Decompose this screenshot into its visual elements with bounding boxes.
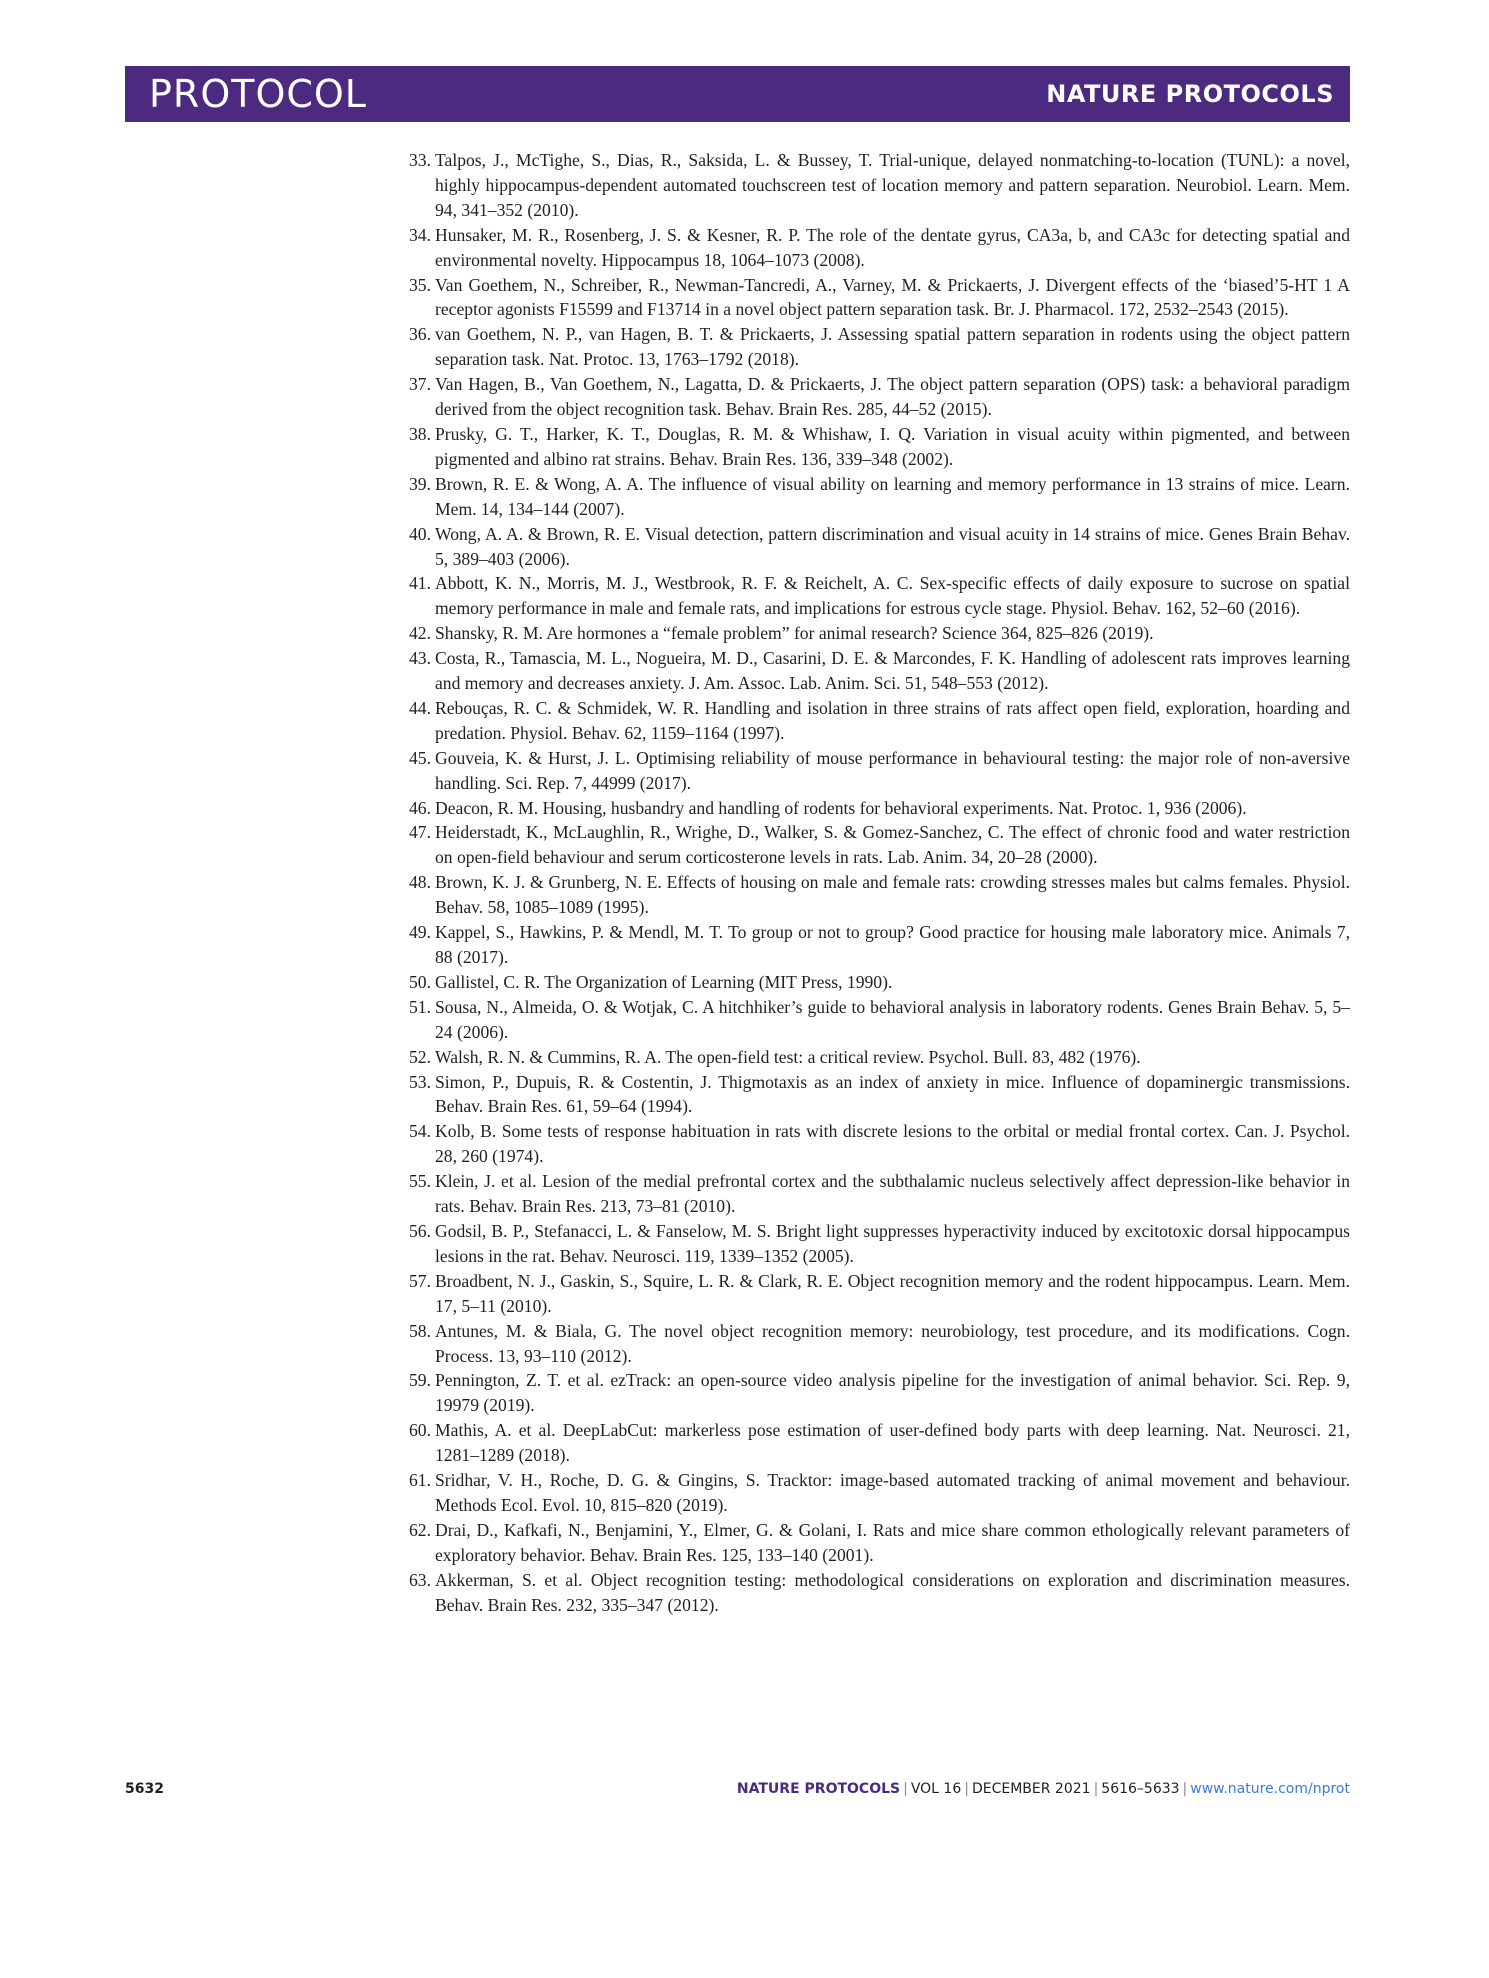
reference-number: 59.	[409, 1370, 431, 1391]
reference-text: van Goethem, N. P., van Hagen, B. T. & Prickaerts, J. Assessing spatial pattern separation in rodents using the object pattern separation task. Nat. Protoc. 13, 1763–1792 (2018).	[435, 324, 1350, 370]
reference-number: 40.	[409, 523, 431, 544]
reference-number: 61.	[409, 1470, 431, 1491]
reference-number: 62.	[409, 1519, 431, 1540]
reference-text: Akkerman, S. et al. Object recognition testing: methodological considerations on exploration and discrimination measures. Behav. Brain Res. 232, 335–347 (2012).	[435, 1569, 1350, 1615]
reference-number: 42.	[409, 623, 431, 644]
reference-text: Sridhar, V. H., Roche, D. G. & Gingins, S. Tracktor: image-based automated tracking of animal movement and behaviour. Methods Ecol. Evol. 10, 815–820 (2019).	[435, 1470, 1350, 1515]
reference-text: Prusky, G. T., Harker, K. T., Douglas, R. M. & Whishaw, I. Q. Variation in visual acuity within pigmented, and between pigmented and albino rat strains. Behav. Brain Res. 136, 339–348 (2002).	[435, 423, 1350, 469]
reference-list	[395, 148, 1350, 1617]
reference-text: Heiderstadt, K., McLaughlin, R., Wrighe, D., Walker, S. & Gomez-Sanchez, C. The effect of chronic food and water restriction on open-field behaviour and serum corticosterone levels in rats. Lab. Anim. 34, 20–28 (2000).	[435, 822, 1350, 868]
reference-number: 58.	[409, 1320, 431, 1341]
reference-text: Brown, K. J. & Grunberg, N. E. Effects of housing on male and female rats: crowding stresses males but calms females. Physiol. Behav. 58, 1085–1089 (1995).	[435, 872, 1350, 918]
footer-separator: |	[1182, 1781, 1188, 1797]
reference-item	[395, 1119, 1350, 1169]
footer-pages: 5616–5633	[1101, 1781, 1180, 1797]
reference-number: 56.	[409, 1220, 431, 1241]
reference-text: Walsh, R. N. & Cummins, R. A. The open-field test: a critical review. Psychol. Bull. 83, 482 (1976).	[435, 1046, 1141, 1067]
reference-number: 54.	[409, 1121, 431, 1142]
reference-number: 57.	[409, 1270, 431, 1291]
footer-separator: |	[964, 1781, 969, 1797]
reference-text: Costa, R., Tamascia, M. L., Nogueira, M. D., Casarini, D. E. & Marcondes, F. K. Handling of adolescent rats improves learning and memory and decreases anxiety. J. Am. Assoc. Lab. Anim. Sci. 51, 548–553 (2012).	[435, 648, 1350, 694]
reference-item	[395, 322, 1350, 372]
reference-item	[395, 223, 1350, 273]
reference-number: 43.	[409, 648, 431, 669]
reference-item	[395, 372, 1350, 422]
reference-number: 48.	[409, 872, 431, 893]
reference-text: Hunsaker, M. R., Rosenberg, J. S. & Kesner, R. P. The role of the dentate gyrus, CA3a, b, and CA3c for detecting spatial and environmental novelty. Hippocampus 18, 1064–1073 (2008).	[435, 224, 1350, 270]
reference-item	[395, 148, 1350, 223]
reference-text: Mathis, A. et al. DeepLabCut: markerless pose estimation of user-defined body parts with deep learning. Nat. Neurosci. 21, 1281–1289 (2018).	[435, 1420, 1350, 1466]
reference-text: Abbott, K. N., Morris, M. J., Westbrook, R. F. & Reichelt, A. C. Sex-specific effects of daily exposure to sucrose on spatial memory performance in male and female rats, and implications for estrous cycle stage. Physiol. Behav. 162, 52–60 (2016).	[435, 573, 1350, 619]
reference-text: Gouveia, K. & Hurst, J. L. Optimising reliability of mouse performance in behavioural testing: the major role of non-aversive handling. Sci. Rep. 7, 44999 (2017).	[435, 747, 1350, 793]
reference-text: Shansky, R. M. Are hormones a “female problem” for animal research? Science 364, 825–826 (2019).	[435, 623, 1154, 644]
reference-item	[395, 1368, 1350, 1418]
reference-item	[395, 995, 1350, 1045]
reference-item	[395, 920, 1350, 970]
reference-text: Brown, R. E. & Wong, A. A. The influence of visual ability on learning and memory performance in 13 strains of mice. Learn. Mem. 14, 134–144 (2007).	[435, 473, 1350, 519]
reference-item	[395, 1219, 1350, 1269]
reference-item	[395, 472, 1350, 522]
reference-number: 53.	[409, 1071, 431, 1092]
reference-text: Antunes, M. & Biala, G. The novel object recognition memory: neurobiology, test procedure, and its modifications. Cogn. Process. 13, 93–110 (2012).	[435, 1320, 1350, 1366]
reference-item	[395, 746, 1350, 796]
footer	[737, 1781, 1350, 1797]
reference-item	[395, 1518, 1350, 1568]
reference-text: Godsil, B. P., Stefanacci, L. & Fanselow, M. S. Bright light suppresses hyperactivity induced by excitotoxic dorsal hippocampus lesions in the rat. Behav. Neurosci. 119, 1339–1352 (2005).	[435, 1220, 1350, 1266]
reference-text: Talpos, J., McTighe, S., Dias, R., Saksida, L. & Bussey, T. Trial-unique, delayed nonmatching-to-location (TUNL): a novel, highly hippocampus-dependent automated touchscreen test of location memory and pattern separation. Neurobiol. Learn. Mem. 94, 341–352 (2010).	[435, 150, 1350, 220]
reference-item	[395, 1045, 1350, 1070]
reference-item	[395, 1269, 1350, 1319]
footer-separator: |	[903, 1781, 908, 1797]
reference-text: Rebouças, R. C. & Schmidek, W. R. Handling and isolation in three strains of rats affect open field, exploration, hoarding and predation. Physiol. Behav. 62, 1159–1164 (1997).	[435, 697, 1350, 743]
reference-text: Kappel, S., Hawkins, P. & Mendl, M. T. To group or not to group? Good practice for housing male laboratory mice. Animals 7, 88 (2017).	[435, 922, 1350, 967]
reference-item	[395, 621, 1350, 646]
reference-item	[395, 1418, 1350, 1468]
reference-item	[395, 696, 1350, 746]
reference-item	[395, 970, 1350, 995]
reference-item	[395, 1568, 1350, 1618]
page-number: 5632	[125, 1781, 164, 1797]
footer-separator: |	[1093, 1781, 1099, 1797]
reference-item	[395, 571, 1350, 621]
reference-number: 36.	[409, 324, 431, 345]
reference-text: Klein, J. et al. Lesion of the medial prefrontal cortex and the subthalamic nucleus selectively affect depression-like behavior in rats. Behav. Brain Res. 213, 73–81 (2010).	[435, 1171, 1350, 1217]
reference-number: 50.	[409, 971, 431, 992]
reference-text: Van Hagen, B., Van Goethem, N., Lagatta, D. & Prickaerts, J. The object pattern separation (OPS) task: a behavioral paradigm derived from the object recognition task. Behav. Brain Res. 285, 44–52 (2015).	[435, 374, 1350, 420]
reference-item	[395, 870, 1350, 920]
footer-date: DECEMBER 2021	[971, 1781, 1091, 1797]
header-bar	[125, 66, 1350, 122]
reference-number: 47.	[409, 822, 431, 843]
footer-journal: NATURE PROTOCOLS	[736, 1781, 901, 1797]
reference-text: Broadbent, N. J., Gaskin, S., Squire, L. R. & Clark, R. E. Object recognition memory and the rodent hippocampus. Learn. Mem. 17, 5–11 (2010).	[435, 1270, 1350, 1316]
reference-number: 34.	[409, 224, 431, 245]
reference-text: Gallistel, C. R. The Organization of Learning (MIT Press, 1990).	[435, 971, 893, 992]
reference-item	[395, 1169, 1350, 1219]
reference-text: Simon, P., Dupuis, R. & Costentin, J. Thigmotaxis as an index of anxiety in mice. Influence of dopaminergic transmissions. Behav. Brain Res. 61, 59–64 (1994).	[435, 1071, 1350, 1117]
reference-text: Pennington, Z. T. et al. ezTrack: an open-source video analysis pipeline for the investigation of animal behavior. Sci. Rep. 9, 19979 (2019).	[435, 1370, 1350, 1416]
reference-number: 39.	[409, 473, 431, 494]
section-label: PROTOCOL	[149, 72, 367, 116]
reference-number: 33.	[409, 150, 431, 170]
reference-number: 49.	[409, 922, 431, 943]
reference-number: 44.	[409, 697, 431, 718]
reference-number: 52.	[409, 1046, 431, 1067]
reference-number: 45.	[409, 747, 431, 768]
reference-item	[395, 422, 1350, 472]
reference-number: 37.	[409, 374, 431, 395]
reference-item	[395, 796, 1350, 821]
footer-volume: VOL 16	[910, 1781, 962, 1797]
reference-number: 38.	[409, 423, 431, 444]
reference-item	[395, 1319, 1350, 1369]
reference-item	[395, 1468, 1350, 1518]
reference-number: 63.	[409, 1569, 431, 1590]
reference-text: Kolb, B. Some tests of response habituation in rats with discrete lesions to the orbital or medial frontal cortex. Can. J. Psychol. 28, 260 (1974).	[435, 1121, 1350, 1167]
reference-number: 60.	[409, 1420, 431, 1441]
reference-item	[395, 1070, 1350, 1120]
reference-text: Van Goethem, N., Schreiber, R., Newman-Tancredi, A., Varney, M. & Prickaerts, J. Divergent effects of the ‘biased’5-HT 1 A receptor agonists F15599 and F13714 in a novel object pattern separation task. Br. J. Pharmacol. 172, 2532–2543 (2015).	[435, 274, 1350, 320]
footer-url[interactable]: www.nature.com/nprot	[1190, 1781, 1350, 1797]
reference-text: Drai, D., Kafkafi, N., Benjamini, Y., Elmer, G. & Golani, I. Rats and mice share common ethologically relevant parameters of exploratory behavior. Behav. Brain Res. 125, 133–140 (2001).	[435, 1519, 1350, 1565]
reference-text: Deacon, R. M. Housing, husbandry and handling of rodents for behavioral experiments. Nat. Protoc. 1, 936 (2006).	[435, 797, 1247, 818]
reference-number: 41.	[409, 573, 431, 594]
reference-number: 51.	[409, 996, 431, 1017]
reference-text: Wong, A. A. & Brown, R. E. Visual detection, pattern discrimination and visual acuity in 14 strains of mice. Genes Brain Behav. 5, 389–403 (2006).	[435, 523, 1350, 569]
reference-number: 46.	[409, 797, 431, 818]
reference-item	[395, 820, 1350, 870]
reference-number: 35.	[409, 274, 431, 295]
reference-text: Sousa, N., Almeida, O. & Wotjak, C. A hitchhiker’s guide to behavioral analysis in laboratory rodents. Genes Brain Behav. 5, 5–24 (2006).	[435, 996, 1350, 1042]
reference-item	[395, 522, 1350, 572]
reference-item	[395, 273, 1350, 323]
reference-number: 55.	[409, 1171, 431, 1192]
journal-name: NATURE PROTOCOLS	[1046, 80, 1334, 108]
reference-item	[395, 646, 1350, 696]
